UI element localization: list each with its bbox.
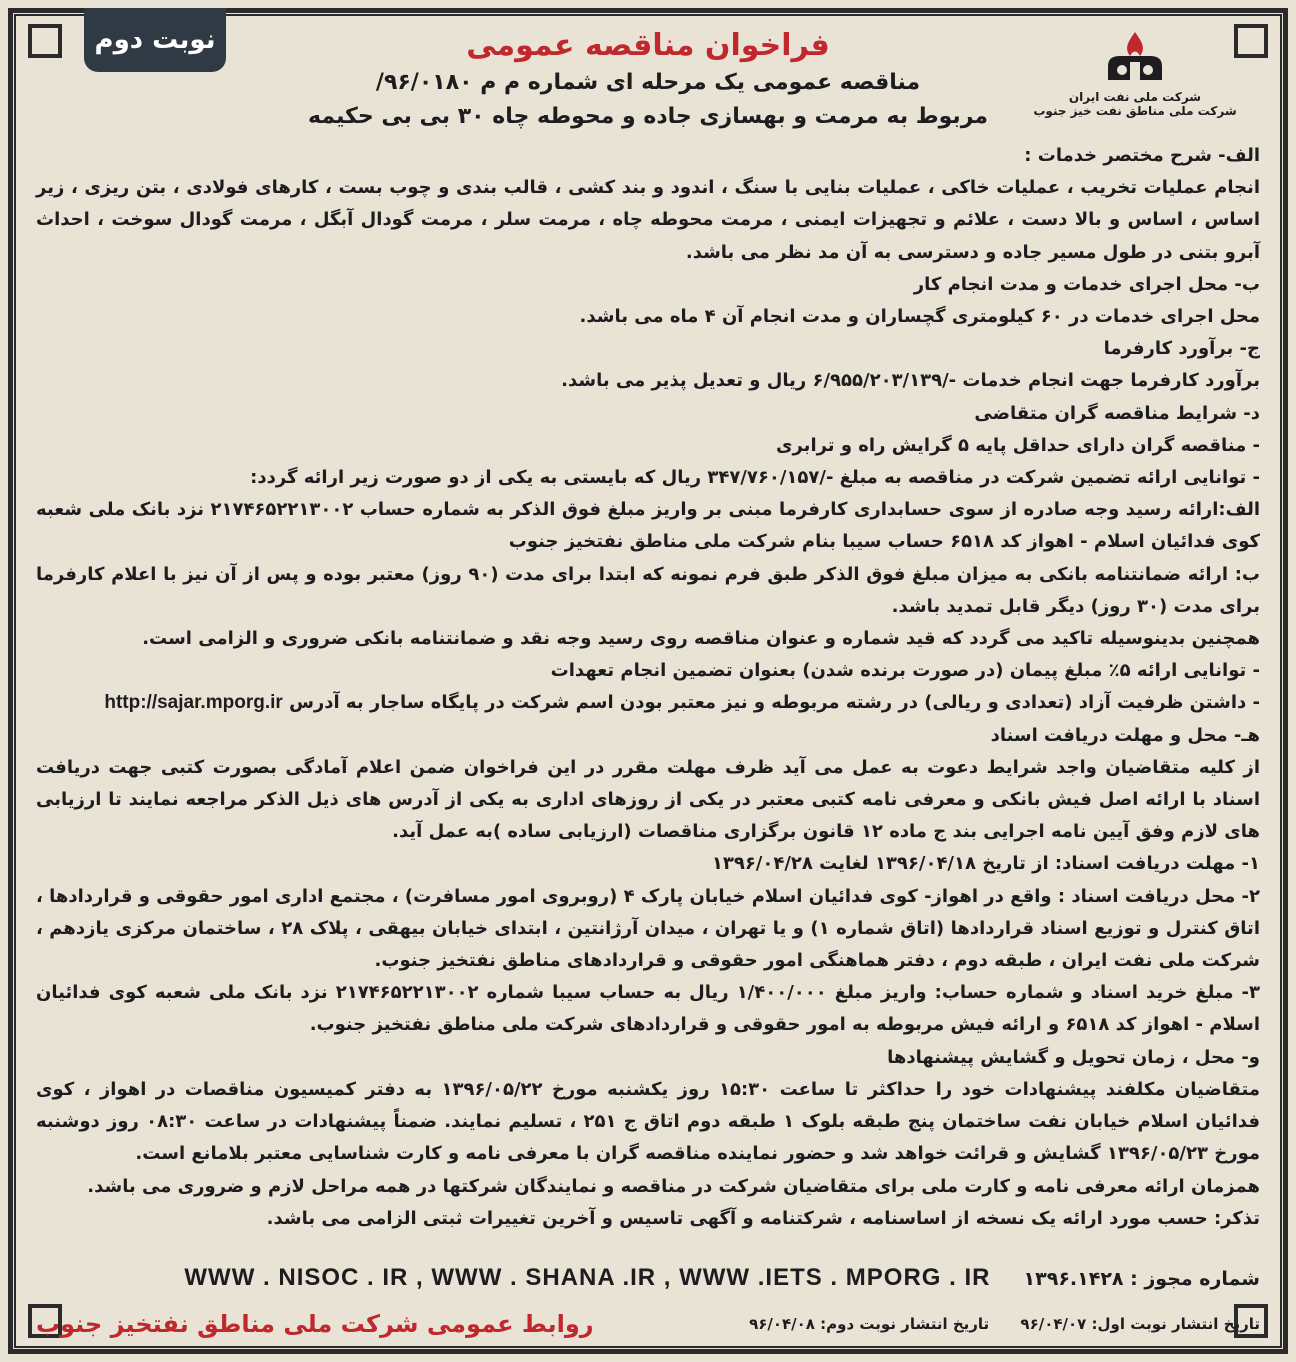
- round-badge: نوبت دوم: [84, 8, 226, 72]
- paragraph: ۳- مبلغ خرید اسناد و شماره حساب: واریز مبلغ ۱/۴۰۰/۰۰۰ ریال به حساب سیبا شماره ۲۱۷۴۶۵۲۲۱۳۰۰۲ نزد بانک ملی شعبه کوی فدائیان اسلام - اهواز کد ۶۵۱۸ و ارائه فیش مربوطه به امور حقوقی و قراردادهای شرکت ملی مناطق نفتخیز جنوب.: [36, 982, 1260, 1036]
- section-heading: د- شرایط مناقصه گران متقاضی: [974, 402, 1260, 424]
- section-heading: ج- برآورد کارفرما: [1103, 338, 1260, 360]
- paragraph: متقاضیان مکلفند پیشنهادات خود را حداکثر تا ساعت ۱۵:۳۰ روز یکشنبه مورخ ۱۳۹۶/۰۵/۲۲ به دفتر کمیسیون مناقصات در اهواز ، کوی فدائیان اسلام خیابان نفت ساختمان پنج طبقه بلوک ۱ طبقه دوم اتاق ج ۲۵۱ ، تسلیم نمایند. ضمناً پیشنهادات در ساعت ۰۸:۳۰ روز دوشنبه مورخ ۱۳۹۶/۰۵/۲۳ گشایش و قرائت خواهد شد و حضور نماینده مناقصه گران با معرفی نامه و کارت شناسایی معتبر بلامانع است.: [36, 1078, 1260, 1165]
- paragraph: ب: ارائه ضمانتنامه بانکی به میزان مبلغ فوق الذکر طبق فرم نمونه که ابتدا برای مدت (۹۰ روز) معتبر بوده و پس از آن نیز با اعلام کارفرما برای مدت (۳۰ روز) دیگر قابل تمدید باشد.: [36, 563, 1260, 617]
- publish-dates: [723, 1315, 1260, 1333]
- section-heading: و- محل ، زمان تحویل و گشایش پیشنهادها: [887, 1046, 1260, 1068]
- footer: [36, 1306, 1260, 1342]
- paragraph: محل اجرای خدمات در ۶۰ کیلومتری گچساران و مدت انجام آن ۴ ماه می باشد.: [579, 306, 1260, 328]
- paragraph: ۱- مهلت دریافت اسناد: از تاریخ ۱۳۹۶/۰۴/۱۸ لغایت ۱۳۹۶/۰۴/۲۸: [711, 853, 1260, 875]
- paragraph-text: - داشتن ظرفیت آزاد (تعدادی و ریالی) در رشته مربوطه و نیز معتبر بودن اسم شرکت در پایگاه ساجار به آدرس: [289, 692, 1260, 714]
- paragraph: ۲- محل دریافت اسناد : واقع در اهواز- کوی فدائیان اسلام خیابان پارک ۴ (روبروی امور مسافرت) ، مجتمع اداری امور حقوقی و قراردادها ، اتاق کنترل و توزیع اسناد قراردادها (اتاق شماره ۱) و یا تهران ، میدان آرژانتین ، ابتدای خیابان بیهقی ، پلاک ۲۸ ، ساختمان مرکزی یازدهم ، شرکت ملی نفت ایران ، طبقه دوم ، دفتر هماهنگی امور حقوقی و قراردادهای مناطق نفتخیز جنوب.: [36, 885, 1260, 972]
- corner-ornament: [28, 24, 62, 58]
- paragraph: الف:ارائه رسید وجه صادره از سوی حسابداری کارفرما مبنی بر واریز مبلغ فوق الذکر به شماره حساب ۲۱۷۴۶۵۲۲۱۳۰۰۲ نزد بانک ملی شعبه کوی فدائیان اسلام - اهواز کد ۶۵۱۸ حساب سیبا بنام شرکت ملی مناطق نفتخیز جنوب: [36, 499, 1260, 553]
- tender-subject: مربوط به مرمت و بهسازی جاده و محوطه چاه ۳۰ بی بی حکیمه: [307, 104, 988, 129]
- second-publish-date: تاریخ انتشار نوبت دوم: ۹۶/۰۴/۰۸: [749, 1315, 990, 1333]
- nioc-logo-icon: [1100, 30, 1170, 86]
- section-heading: هـ- محل و مهلت دریافت اسناد: [990, 724, 1260, 746]
- public-relations-signature: روابط عمومی شرکت ملی مناطق نفتخیز جنوب: [36, 1310, 594, 1338]
- tender-number: مناقصه عمومی یک مرحله ای شماره م م ۹۶/۰۱۸۰/: [375, 70, 921, 95]
- notice-title: فراخوان مناقصه عمومی: [466, 28, 830, 63]
- paragraph: - مناقصه گران دارای حداقل پایه ۵ گرایش راه و ترابری: [775, 434, 1260, 456]
- paragraph: - توانایی ارائه ۵٪ مبلغ پیمان (در صورت برنده شدن) بعنوان تضمین انجام تعهدات: [550, 660, 1260, 682]
- permit-number: شماره مجوز : ۱۳۹۶.۱۴۲۸: [1023, 1268, 1260, 1290]
- logo-caption-nioc: شرکت ملی نفت ایران: [1068, 90, 1202, 104]
- notice-body: [36, 140, 1260, 1235]
- paragraph: همزمان ارائه معرفی نامه و کارت ملی برای متقاضیان شرکت در مناقصه و نمایندگان شرکتها در همه مراحل لازم و ضروری می باشد.: [87, 1175, 1260, 1197]
- paragraph: همچنین بدینوسیله تاکید می گردد که قید شماره و عنوان مناقصه روی رسید وجه نقد و ضمانتنامه بانکی ضروری و الزامی است.: [142, 628, 1260, 650]
- paragraph: تذکر: حسب مورد ارائه یک نسخه از اساسنامه ، شرکتنامه و آگهی تاسیس و آخرین تغییرات ثبتی الزامی می باشد.: [266, 1207, 1260, 1229]
- first-publish-date: تاریخ انتشار نوبت اول: ۹۶/۰۴/۰۷: [1020, 1315, 1260, 1333]
- website-links[interactable]: WWW . NISOC . IR , WWW . SHANA .IR , WWW .IETS . MPORG . IR: [184, 1264, 991, 1291]
- logo-caption-nisoc: شرکت ملی مناطق نفت خیز جنوب: [1033, 104, 1237, 118]
- permit-line: [36, 1264, 1260, 1292]
- paragraph: از کلیه متقاضیان واجد شرایط دعوت به عمل می آید ظرف مهلت مقرر در این فراخوان ضمن اعلام آمادگی بصورت کتبی جهت دریافت اسناد با ارائه اصل فیش بانکی و معرفی نامه کتبی معتبر در یکی از روزهای اداری به یکی از آدرس های ذیل الذکر مراجعه نمایند تا ارزیابی های لازم وفق آیین نامه اجرایی بند ج ماده ۱۲ قانون برگزاری مناقصات (ارزیابی ساده )به عمل آید.: [36, 756, 1260, 843]
- section-heading: ب- محل اجرای خدمات و مدت انجام کار: [913, 273, 1260, 295]
- paragraph: برآورد کارفرما جهت انجام خدمات -/۶/۹۵۵/۲۰۳/۱۳۹ ریال و تعدیل پذیر می باشد.: [561, 370, 1260, 392]
- notice-titles: [260, 26, 1036, 134]
- company-logo-block: [1010, 30, 1260, 118]
- section-heading: الف- شرح مختصر خدمات :: [1024, 145, 1260, 166]
- sajar-link[interactable]: http://sajar.mporg.ir: [104, 692, 283, 714]
- paragraph: [36, 687, 1260, 719]
- paragraph: انجام عملیات تخریب ، عملیات خاکی ، عملیات بنایی با سنگ ، اندود و بند کشی ، قالب بندی و چوب بست ، کارهای فولادی ، بتن ریزی ، زیر اساس ، اساس و بالا دست ، علائم و تجهیزات ایمنی ، مرمت محوطه چاه ، مرمت سلر ، مرمت گودال آبگل ، مرمت گودال سوخت ، احداث آبرو بتنی در طول مسیر جاده و دسترسی به آن مد نظر می باشد.: [36, 177, 1260, 263]
- paragraph: - توانایی ارائه تضمین شرکت در مناقصه به مبلغ -/۳۴۷/۷۶۰/۱۵۷ ریال که بایستی به یکی از دو صورت زیر ارائه گردد:: [250, 467, 1260, 489]
